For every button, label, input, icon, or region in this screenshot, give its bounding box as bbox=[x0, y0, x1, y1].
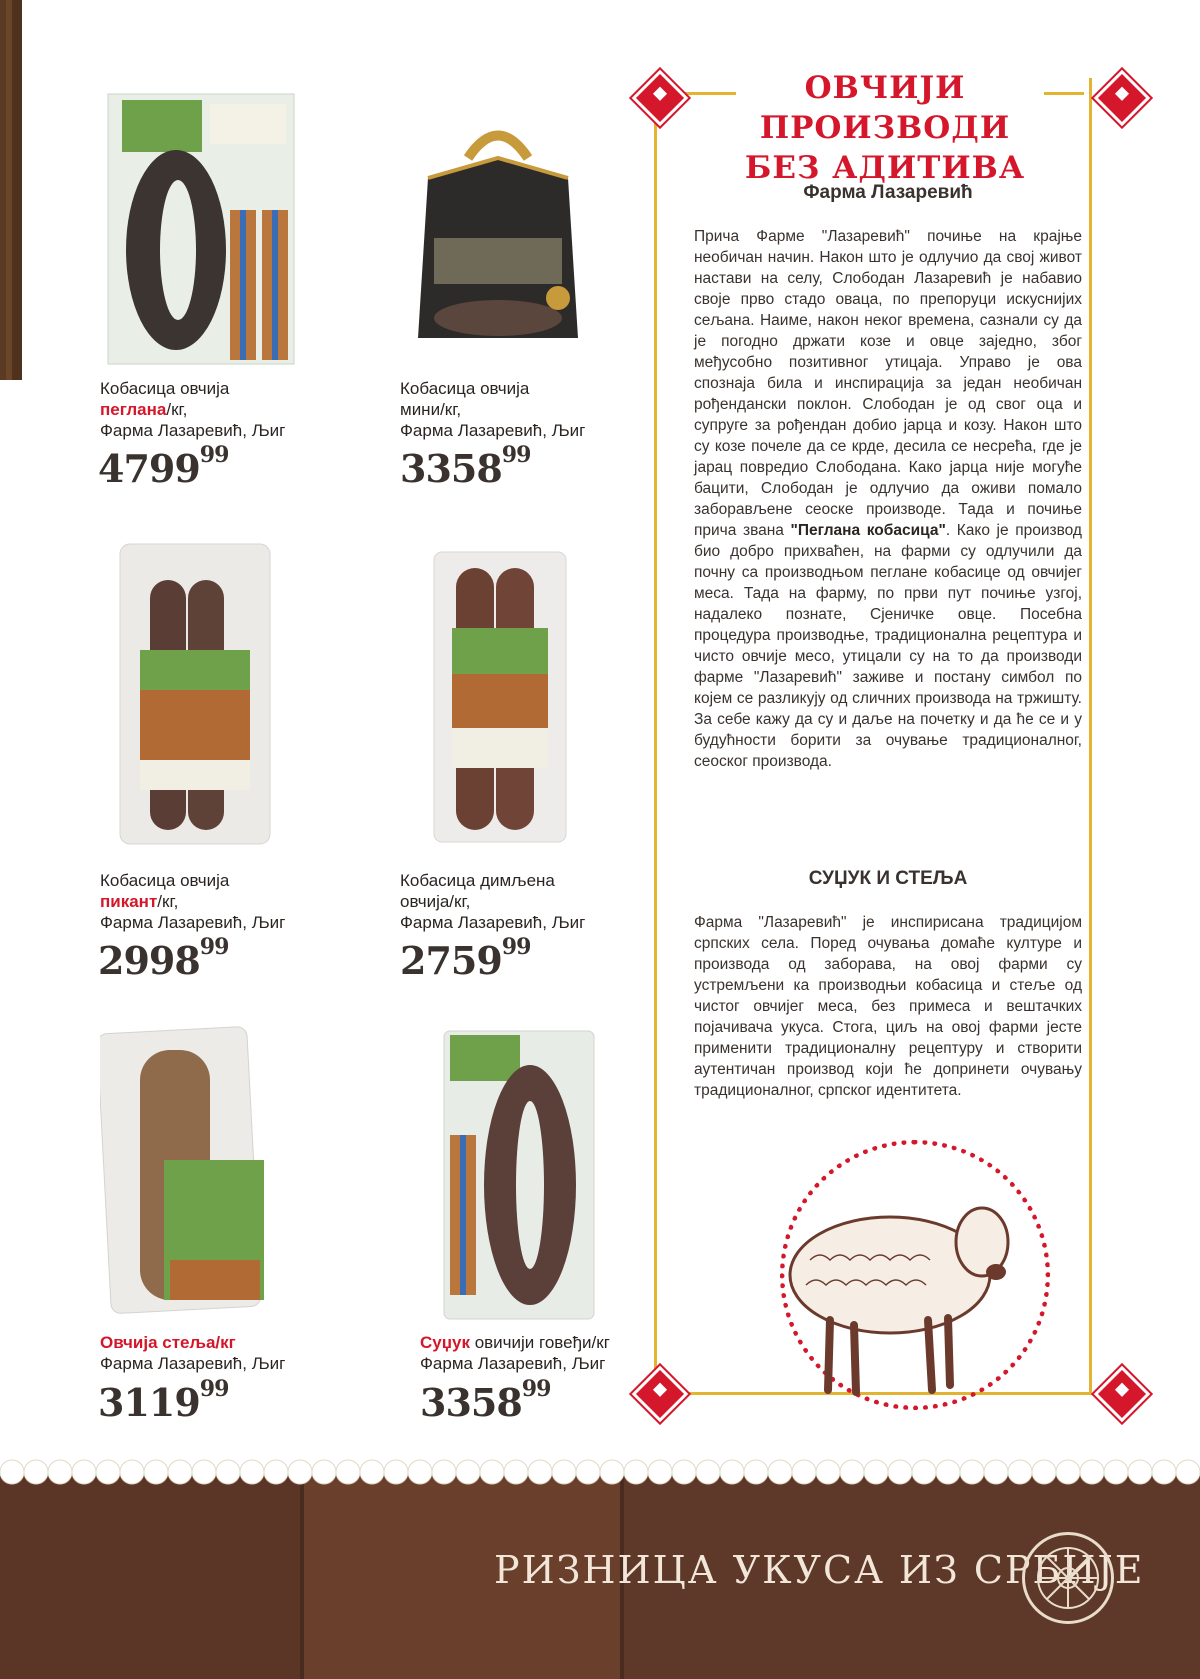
product-producer: Фарма Лазаревић, Љиг bbox=[100, 421, 286, 440]
footer-lace-border bbox=[0, 1458, 1200, 1498]
wood-edge-decoration bbox=[0, 0, 22, 380]
product-image-peglana bbox=[100, 90, 300, 370]
product-producer: Фарма Лазаревић, Љиг bbox=[400, 913, 586, 932]
product-price: 2998$^{99}$ bbox=[98, 934, 229, 983]
product-variant: пеглана bbox=[100, 400, 167, 419]
product-unit: овчија/кг, bbox=[400, 892, 471, 911]
product-price: 3358$^{99}$ bbox=[400, 442, 531, 491]
product-price: 3119$^{99}$ bbox=[98, 1376, 229, 1425]
sheep-icon bbox=[770, 1180, 1030, 1410]
product-name-line: Кобасица овчија bbox=[400, 379, 530, 398]
product-name-line: Кобасица овчија bbox=[100, 871, 230, 890]
product-price: 2759$^{99}$ bbox=[400, 934, 531, 983]
panel-title: ОВЧИЈИ ПРОИЗВОДИ БЕЗ АДИТИВА bbox=[744, 70, 1026, 186]
product-producer: Фарма Лазаревић, Љиг bbox=[400, 421, 586, 440]
ornament-icon bbox=[1094, 1366, 1151, 1423]
sudzuk-text: Фарма "Лазаревић" је инспирисана традицијом српских села. Поред очувања домаће културе и производа од заборава, на овој фарми су устремљени ка производњи кобасица и стеље од чистог овчијег меса, без примеса и вештачких појачивача укуса. Стога, циљ на овој фарми јесте применити традиционалну рецептуру и створити аутентичан производ који ће допринети очувању традиционалног, српског идентитета. bbox=[694, 914, 1082, 1099]
product-price: 4799$^{99}$ bbox=[98, 442, 229, 491]
product-unit: овичији говеђи/кг bbox=[469, 1333, 610, 1352]
product-producer: Фарма Лазаревић, Љиг bbox=[420, 1354, 606, 1373]
product-price: 3358$^{99}$ bbox=[420, 1376, 551, 1425]
farm-story: Прича Фарме "Лазаревић" почиње на крајње необичан начин. Након што је одлучио да свој живот настави на селу, Слободан Лазаревић је набавио своје прво стадо оваца, по препоруци искуснијих сељана. Наиме, након неког времена, сазнали су да је погодно држати козе и овце заједно, због међусобно позитивног утицаја. Управо је ова спознаја била и инспирација за један необичан рођендански поклон. Слободан је од свог оца и супруге за рођендан добио јарца и козу. Након што су козе почеле да се крде, десила се несрећа, где је јарац повредио Слободана. Како јарца није могуће бацити, Слободан је одлучио да оживи помало заборављене сеоске производе. Тада и почиње прича звана "Пеглана кобасица". Како је производ био добро прихваћен, на фарми су одлучили да почну са производњом пеглане кобасице од овчијег меса. Тада на фарму, по први пут почиње узгој, надалеко познате, Сјеничке овце. Посебна процедура производње, традиционална рецептура и чисто овчије месо, утицали су на то да производи фарме "Лазаревић" заживе и постану симбол по којем се разликују од сличних производа на тржишту. За себе кажу да су и даље на почетку и да ће се и у будућности борити за очување традиционалног, сеоског производа. bbox=[694, 228, 1082, 770]
ornament-icon bbox=[1094, 70, 1151, 127]
panel-top-line-right bbox=[1044, 92, 1084, 95]
product-variant: пикант bbox=[100, 892, 158, 911]
product-producer: Фарма Лазаревић, Љиг bbox=[100, 913, 286, 932]
farm-heading: Фарма Лазаревић bbox=[803, 182, 973, 203]
product-producer: Фарма Лазаревић, Љиг bbox=[100, 1354, 286, 1373]
product-image-stelja bbox=[100, 1010, 290, 1320]
product-image-mini bbox=[398, 118, 598, 358]
product-unit: мини/кг, bbox=[400, 400, 462, 419]
product-name-line: Кобасица димљена bbox=[400, 871, 555, 890]
product-name-line: Кобасица овчија bbox=[100, 379, 230, 398]
sudzuk-heading: СУЏУК И СТЕЉА bbox=[808, 868, 968, 889]
footer-slogan: РИЗНИЦА УКУСА ИЗ СРБИЈЕ bbox=[494, 1548, 1145, 1592]
rosette-icon bbox=[1022, 1532, 1114, 1624]
product-variant: Суџук bbox=[420, 1333, 470, 1352]
product-unit: /кг, bbox=[157, 892, 179, 911]
product-image-dimljena bbox=[430, 548, 570, 848]
product-unit: /кг, bbox=[166, 400, 188, 419]
product-image-pikant bbox=[110, 540, 280, 850]
product-image-sudzuk bbox=[430, 1025, 610, 1325]
product-variant: Овчија стеља/кг bbox=[100, 1333, 236, 1352]
